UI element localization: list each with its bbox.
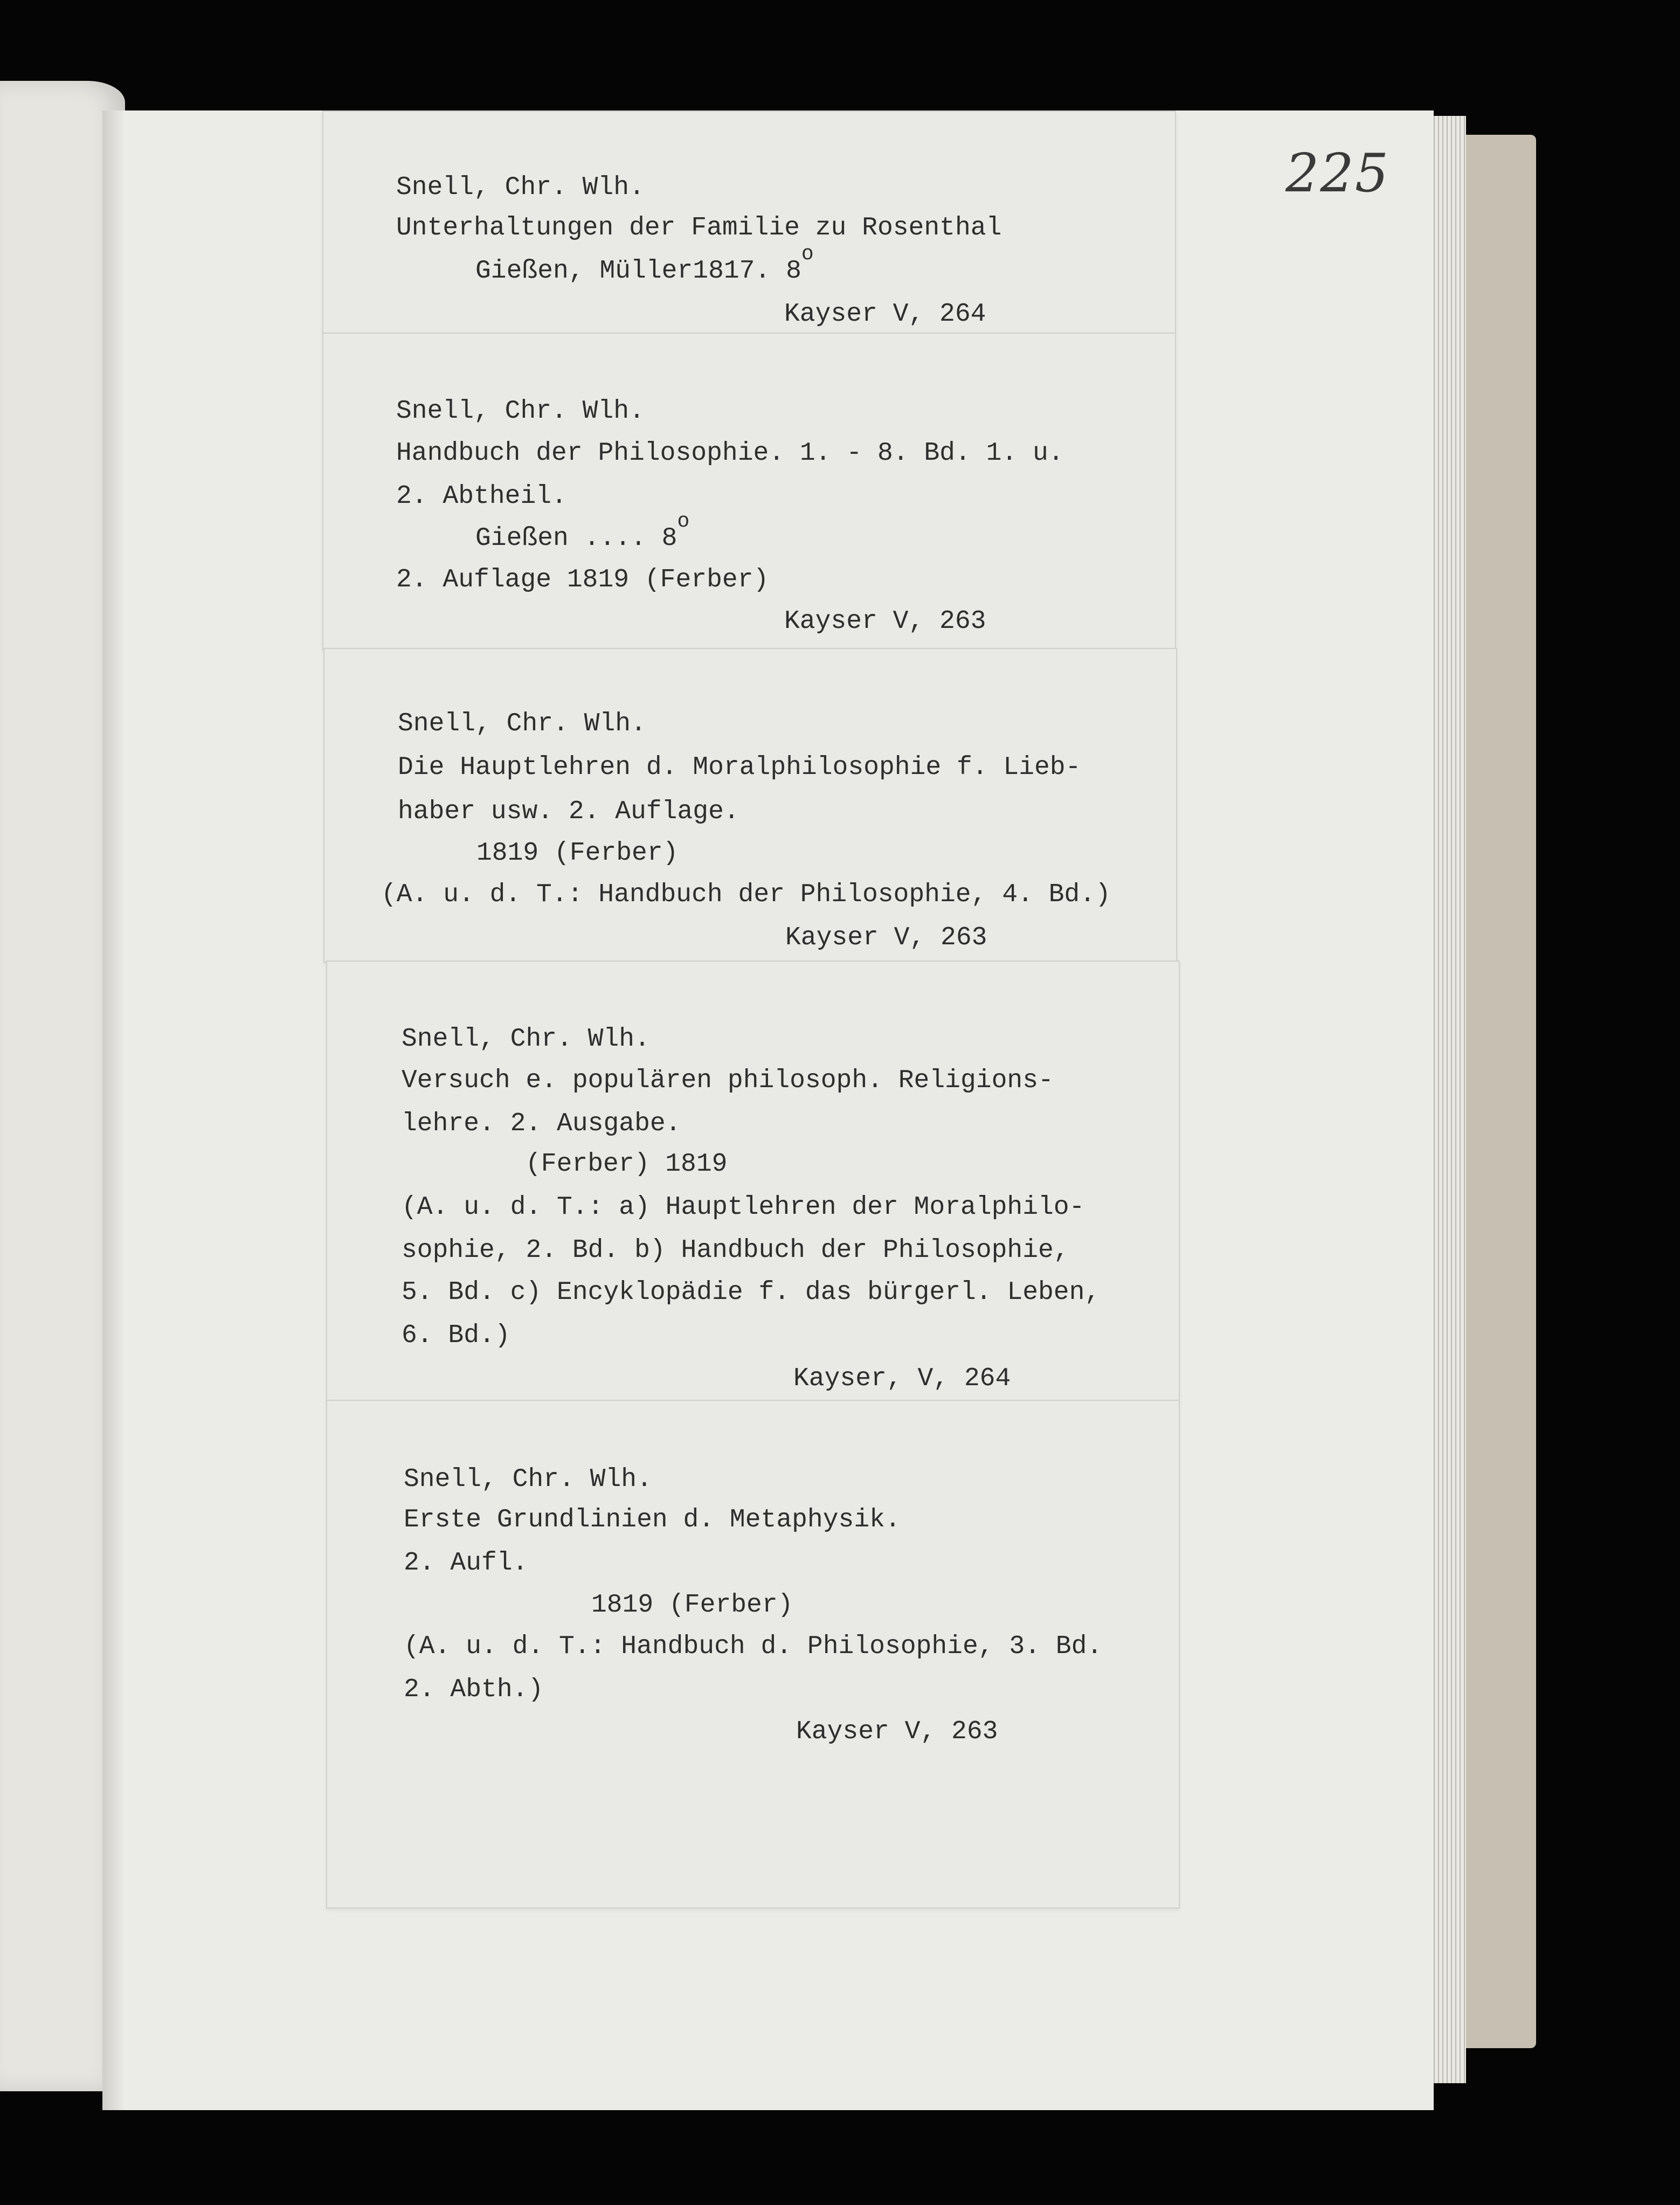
- card-edition: 2. Auflage 1819 (Ferber): [396, 565, 769, 595]
- catalog-card: [323, 648, 1177, 963]
- card-imprint: 1819 (Ferber): [476, 839, 679, 868]
- card-imprint: Gießen, Müller1817. 8$^o$: [475, 243, 814, 286]
- catalog-card: [322, 110, 1176, 334]
- page-number: 225: [1285, 143, 1390, 204]
- card-note-cont: sophie, 2. Bd. b) Handbuch der Philosophie,: [402, 1236, 1069, 1265]
- card-note: (A. u. d. T.: a) Hauptlehren der Moralphilo-: [402, 1193, 1085, 1222]
- card-author: Snell, Chr. Wlh.: [396, 173, 645, 202]
- catalog-card: [326, 960, 1180, 1402]
- book-gutter: [102, 110, 127, 2110]
- card-author: Snell, Chr. Wlh.: [404, 1465, 652, 1494]
- card-reference: Kayser V, 263: [796, 1717, 998, 1746]
- card-reference: Kayser V, 263: [785, 923, 987, 952]
- card-author: Snell, Chr. Wlh.: [398, 709, 646, 738]
- card-reference: Kayser, V, 264: [793, 1364, 1011, 1393]
- card-note: (A. u. d. T.: Handbuch d. Philosophie, 3. Bd.: [404, 1632, 1103, 1661]
- format-superscript: o: [801, 243, 814, 266]
- card-imprint: Gießen .... 8$^o$: [475, 510, 690, 553]
- card-title-cont: lehre. 2. Ausgabe.: [402, 1109, 681, 1138]
- card-title: Die Hauptlehren d. Moralphilosophie f. Lieb-: [398, 753, 1081, 782]
- card-title: Versuch e. populären philosoph. Religions-: [402, 1066, 1054, 1095]
- card-title: Erste Grundlinien d. Metaphysik.: [404, 1505, 901, 1534]
- card-title-cont: haber usw. 2. Auflage.: [398, 797, 739, 826]
- card-edition: 2. Aufl.: [404, 1549, 528, 1578]
- card-note-cont: 6. Bd.): [402, 1321, 510, 1350]
- card-title: Unterhaltungen der Familie zu Rosenthal: [396, 213, 1002, 243]
- catalog-card: [326, 1400, 1180, 1909]
- card-imprint: 1819 (Ferber): [591, 1591, 793, 1620]
- card-imprint: (Ferber) 1819: [526, 1150, 728, 1179]
- format-superscript: o: [677, 510, 690, 533]
- catalog-card: [322, 333, 1176, 650]
- card-author: Snell, Chr. Wlh.: [396, 397, 645, 426]
- card-note: (A. u. d. T.: Handbuch der Philosophie, 4. Bd.): [381, 880, 1111, 909]
- card-note-cont: 2. Abth.): [404, 1675, 544, 1704]
- card-author: Snell, Chr. Wlh.: [402, 1025, 650, 1054]
- card-reference: Kayser V, 264: [784, 300, 986, 329]
- card-note-cont: 5. Bd. c) Encyklopädie f. das bürgerl. Leben,: [402, 1278, 1101, 1307]
- card-reference: Kayser V, 263: [784, 607, 986, 636]
- card-title: Handbuch der Philosophie. 1. - 8. Bd. 1. u.: [396, 439, 1064, 468]
- card-title-cont: 2. Abtheil.: [396, 482, 567, 511]
